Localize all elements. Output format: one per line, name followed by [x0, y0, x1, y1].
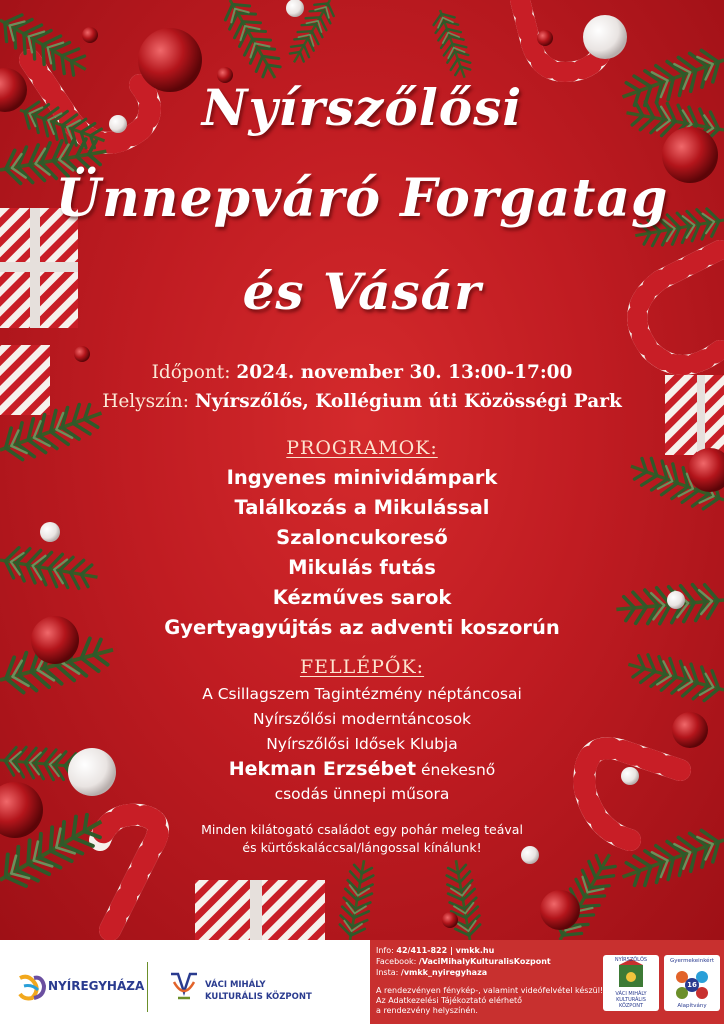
event-place [0, 391, 724, 412]
footer-info-value: 42/411-822 | vmkk.hu [396, 946, 495, 955]
program-item: Kézműves sarok [272, 586, 452, 609]
footer-info-label: Info: [376, 946, 394, 955]
event-time-label: Időpont: [151, 362, 231, 383]
vmkk-logo-text-2: KULTURÁLIS KÖZPONT [205, 992, 312, 1002]
footer-insta [376, 968, 487, 977]
footer-disclaimer-3: a rendezvény helyszínén. [376, 1006, 478, 1015]
badge1-bottom-text: VÁCI MIHÁLY KULTURÁLIS KÖZPONT [615, 991, 647, 1009]
gyermekeinkert-badge [664, 955, 720, 1011]
title-line-3: és Vásár [242, 262, 482, 321]
footer-insta-value: /vmkk_nyiregyhaza [400, 968, 488, 977]
performer-item: A Csillagszem Tagintézmény néptáncosai [202, 685, 522, 703]
performer-item: Nyírszőlősi moderntáncosok [252, 710, 472, 728]
title-line-1: Nyírszőlősi [201, 78, 523, 137]
footer-facebook-value: /VaciMihalyKulturalisKozpont [418, 957, 551, 966]
nyirszolos-badge [603, 955, 659, 1011]
footer-facebook [376, 957, 551, 966]
program-item: Találkozás a Mikulással [234, 496, 490, 519]
event-place-value: Nyírszőlős, Kollégium úti Közösségi Park [194, 391, 622, 412]
performer-item: Nyírszőlősi Idősek Klubja [266, 735, 458, 753]
performer-highlight-name: Hekman Erzsébet [228, 758, 417, 780]
footer-divider [147, 962, 148, 1012]
program-item: Szaloncukoreső [276, 526, 448, 549]
event-time [0, 362, 724, 383]
program-item: Mikulás futás [288, 556, 436, 579]
badge2-number: 16 [687, 981, 697, 989]
performer-highlight-role: énekesnő [421, 761, 496, 779]
performer-highlight [0, 758, 724, 780]
title-line-2: Ünnepváró Forgatag [55, 168, 669, 229]
performer-highlight-line2: csodás ünnepi műsora [274, 785, 450, 803]
note-line-2: és kürtőskaláccsal/lángossal kínálunk! [242, 840, 482, 855]
vmkk-logo-text-1: VÁCI MIHÁLY [205, 980, 266, 990]
event-time-value: 2024. november 30. 13:00-17:00 [236, 362, 573, 383]
event-place-label: Helyszín: [102, 391, 189, 412]
programs-heading: PROGRAMOK: [286, 437, 438, 459]
badge1-top-text: NYÍRSZŐLŐS [614, 957, 648, 963]
vmkk-logo-icon [168, 970, 200, 1004]
footer-info [376, 946, 494, 955]
note-line-1: Minden kilátogató családot egy pohár meleg teával [201, 822, 523, 837]
footer-insta-label: Insta: [376, 968, 399, 977]
footer-facebook-label: Facebook: [376, 957, 417, 966]
nyiregyhaza-logo-text: NYÍREGYHÁZA [48, 979, 145, 993]
footer-disclaimer-2: Az Adatkezelési Tájékoztató elérhető [376, 996, 523, 1005]
badge2-top-text: Gyermekeinkért [670, 958, 714, 964]
program-item: Ingyenes minividámpark [226, 466, 498, 489]
program-item: Gyertyagyújtás az adventi koszorún [164, 616, 560, 639]
footer-disclaimer-1: A rendezvényen fénykép-, valamint videófelvétel készül! [376, 986, 604, 995]
performers-heading: FELLÉPŐK: [299, 656, 425, 678]
badge2-bottom-text: Alapítvány [677, 1003, 707, 1009]
